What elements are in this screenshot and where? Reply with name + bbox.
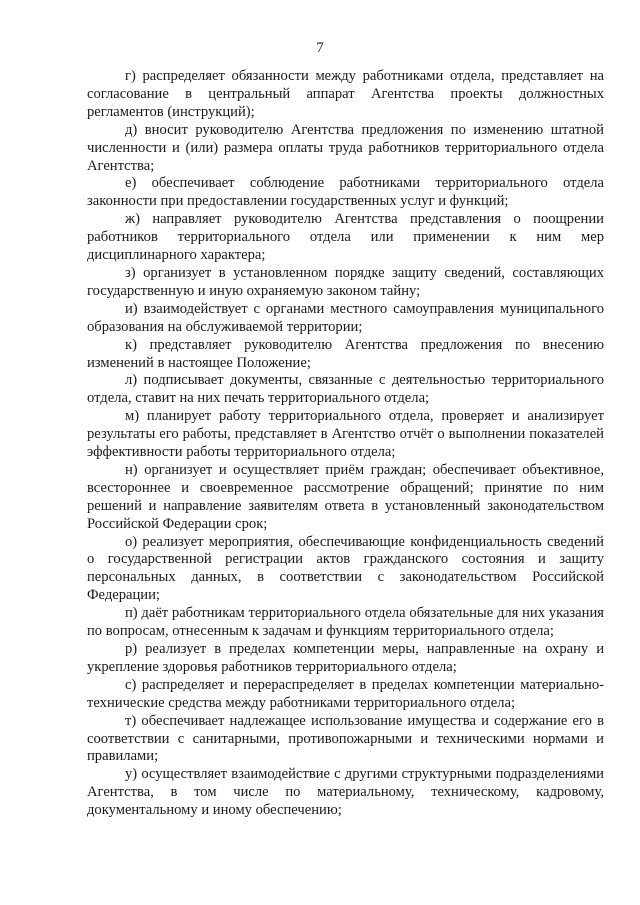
paragraph-k: к) представляет руководителю Агентства предложения по внесению изменений в настоящее Положение;: [87, 336, 604, 371]
paragraph-m: м) планирует работу территориального отдела, проверяет и анализирует результаты его работы, представляет в Агентство отчёт о выполнении показателей эффективности работы территориального отдела;: [87, 408, 604, 461]
paragraph-n: н) организует и осуществляет приём граждан; обеспечивает объективное, всестороннее и своевременное рассмотрение обращений; принятие по ним решений и направление заявителям ответа в установленный законодательством Российской Федерации срок;: [87, 461, 604, 532]
page-number: 7: [316, 40, 324, 56]
paragraph-u: у) осуществляет взаимодействие с другими структурными подразделениями Агентства, в том числе по материальному, техническому, кадровому, документальному и иному обеспечению;: [87, 766, 604, 819]
paragraph-l: л) подписывает документы, связанные с деятельностью территориального отдела, ставит на них печать территориального отдела;: [87, 372, 604, 407]
paragraph-e: е) обеспечивает соблюдение работниками территориального отдела законности при предоставлении государственных услуг и функций;: [87, 175, 604, 210]
paragraph-z: з) организует в установленном порядке защиту сведений, составляющих государственную и иную охраняемую законом тайну;: [87, 264, 604, 299]
paragraph-i: и) взаимодействует с органами местного самоуправления муниципального образования на обслуживаемой территории;: [87, 300, 604, 335]
paragraph-t: т) обеспечивает надлежащее использование имущества и содержание его в соответствии с санитарными, противопожарными и техническими нормами и правилами;: [87, 712, 604, 765]
paragraph-s: с) распределяет и перераспределяет в пределах компетенции материально-технические средства между работниками территориального отдела;: [87, 676, 604, 711]
paragraph-g: г) распределяет обязанности между работниками отдела, представляет на согласование в центральный аппарат Агентства проекты должностных регламентов (инструкций);: [87, 68, 604, 120]
paragraph-p: п) даёт работникам территориального отдела обязательные для них указания по вопросам, отнесенным к задачам и функциям территориального отдела;: [87, 605, 604, 640]
paragraph-zh: ж) направляет руководителю Агентства представления о поощрении работников территориального отдела или применении к ним мер дисциплинарного характера;: [87, 211, 604, 264]
paragraph-o: о) реализует мероприятия, обеспечивающие конфиденциальность сведений о государственной регистрации актов гражданского состояния и защиту персональных данных, в соответствии с законодательством Российской Федерации;: [87, 533, 604, 604]
paragraph-d: д) вносит руководителю Агентства предложения по изменению штатной численности и (или) размера оплаты труда работников территориального отдела Агентства;: [87, 121, 604, 174]
paragraph-r: р) реализует в пределах компетенции меры, направленные на охрану и укрепление здоровья работников территориального отдела;: [87, 641, 604, 675]
document-body: [87, 68, 604, 820]
